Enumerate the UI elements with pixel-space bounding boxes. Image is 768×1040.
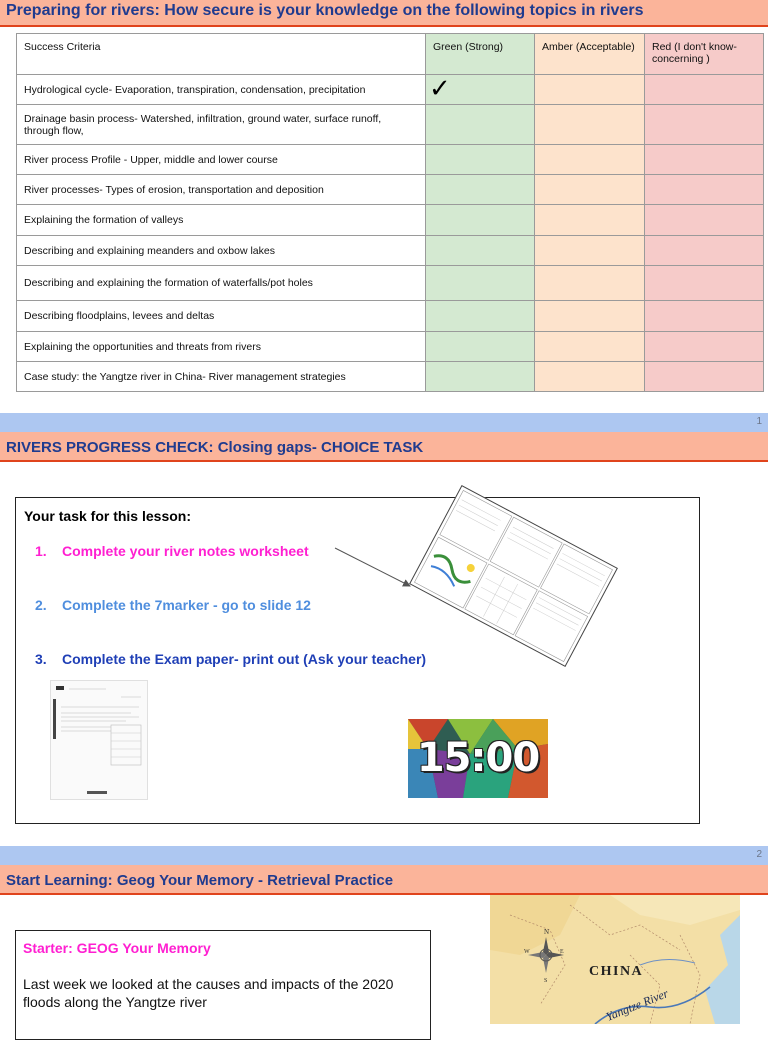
amber-cell[interactable] xyxy=(535,75,645,105)
green-cell[interactable] xyxy=(426,75,535,105)
red-cell[interactable] xyxy=(645,145,764,175)
green-cell[interactable] xyxy=(426,205,535,236)
table-row xyxy=(17,236,764,266)
green-cell[interactable] xyxy=(426,332,535,362)
header-red: Red (I don't know- concerning ) xyxy=(645,34,764,75)
criteria-cell: Case study: the Yangtze river in China- River management strategies xyxy=(17,362,426,392)
red-cell[interactable] xyxy=(645,75,764,105)
tick-mark-icon: ✓ xyxy=(429,74,451,104)
header-green: Green (Strong) xyxy=(426,34,535,75)
slide-3-title: Start Learning: Geog Your Memory - Retrieval Practice xyxy=(6,872,394,889)
red-cell[interactable] xyxy=(645,205,764,236)
green-cell[interactable] xyxy=(426,301,535,332)
table-row xyxy=(17,301,764,332)
task-text: Complete the Exam paper- print out (Ask your teacher) xyxy=(62,651,427,667)
green-cell[interactable] xyxy=(426,105,535,145)
page-number: 1 xyxy=(756,416,762,427)
compass-w-label: W xyxy=(524,949,530,955)
green-cell[interactable] xyxy=(426,145,535,175)
green-cell[interactable] xyxy=(426,266,535,301)
slide-divider xyxy=(0,413,768,432)
task-2 xyxy=(35,597,311,613)
criteria-cell: Explaining the opportunities and threats from rivers xyxy=(17,332,426,362)
criteria-cell: Describing and explaining the formation of waterfalls/pot holes xyxy=(17,266,426,301)
amber-cell[interactable] xyxy=(535,105,645,145)
red-cell[interactable] xyxy=(645,105,764,145)
table-row xyxy=(17,205,764,236)
task-heading: Your task for this lesson: xyxy=(24,508,191,524)
task-3 xyxy=(35,651,426,667)
criteria-cell: Describing and explaining meanders and oxbow lakes xyxy=(17,236,426,266)
map-country-label: CHINA xyxy=(589,964,644,979)
table-row xyxy=(17,266,764,301)
slide-2-header xyxy=(0,432,768,462)
red-cell[interactable] xyxy=(645,236,764,266)
map-river-label: Yangtze River xyxy=(603,986,671,1024)
slide-1-header xyxy=(0,0,768,27)
amber-cell[interactable] xyxy=(535,362,645,392)
criteria-cell: Explaining the formation of valleys xyxy=(17,205,426,236)
table-header-row xyxy=(17,34,764,75)
table-row xyxy=(17,332,764,362)
amber-cell[interactable] xyxy=(535,236,645,266)
table-row xyxy=(17,362,764,392)
success-criteria-table xyxy=(16,33,764,392)
amber-cell[interactable] xyxy=(535,145,645,175)
task-number: 2. xyxy=(35,597,47,613)
amber-cell[interactable] xyxy=(535,266,645,301)
header-amber: Amber (Acceptable) xyxy=(535,34,645,75)
starter-text: Last week we looked at the causes and impacts of the 2020 floods along the Yangtze river xyxy=(23,976,394,1010)
slide-2-title: RIVERS PROGRESS CHECK: Closing gaps- CHOICE TASK xyxy=(6,439,424,456)
china-map xyxy=(490,895,740,1024)
red-cell[interactable] xyxy=(645,175,764,205)
task-text: Complete your river notes worksheet xyxy=(62,543,309,559)
header-success-criteria: Success Criteria xyxy=(17,34,426,75)
task-number: 3. xyxy=(35,651,47,667)
amber-cell[interactable] xyxy=(535,175,645,205)
compass-n-label: N xyxy=(544,928,550,936)
countdown-timer xyxy=(408,719,548,798)
table-row xyxy=(17,75,764,105)
slide-1-title: Preparing for rivers: How secure is your knowledge on the following topics in rivers xyxy=(6,2,644,19)
green-cell[interactable] xyxy=(426,175,535,205)
page-number: 2 xyxy=(756,849,762,860)
criteria-cell: River process Profile - Upper, middle and lower course xyxy=(17,145,426,175)
green-cell[interactable] xyxy=(426,236,535,266)
amber-cell[interactable] xyxy=(535,332,645,362)
criteria-cell: Drainage basin process- Watershed, infiltration, ground water, surface runoff, through flow, xyxy=(17,105,426,145)
table-row xyxy=(17,105,764,145)
task-1 xyxy=(35,543,309,559)
china-map-icon xyxy=(490,895,740,1024)
slide-3-header xyxy=(0,865,768,895)
red-cell[interactable] xyxy=(645,362,764,392)
exam-paper-sketch-icon xyxy=(51,681,147,799)
exam-paper-thumbnail xyxy=(50,680,148,800)
arrow-icon xyxy=(330,540,420,595)
amber-cell[interactable] xyxy=(535,301,645,332)
green-cell[interactable] xyxy=(426,362,535,392)
red-cell[interactable] xyxy=(645,332,764,362)
table-row xyxy=(17,145,764,175)
table-row xyxy=(17,175,764,205)
criteria-cell: Describing floodplains, levees and deltas xyxy=(17,301,426,332)
slide-divider xyxy=(0,846,768,865)
task-number: 1. xyxy=(35,543,47,559)
criteria-cell: Hydrological cycle- Evaporation, transpiration, condensation, precipitation xyxy=(17,75,426,105)
task-text: Complete the 7marker - go to slide 12 xyxy=(62,597,311,613)
red-cell[interactable] xyxy=(645,266,764,301)
criteria-cell: River processes- Types of erosion, transportation and deposition xyxy=(17,175,426,205)
compass-s-label: S xyxy=(544,978,548,984)
red-cell[interactable] xyxy=(645,301,764,332)
compass-e-label: E xyxy=(560,949,564,955)
timer-value: 15:00 xyxy=(416,735,540,781)
amber-cell[interactable] xyxy=(535,205,645,236)
starter-title: Starter: GEOG Your Memory xyxy=(23,940,211,956)
